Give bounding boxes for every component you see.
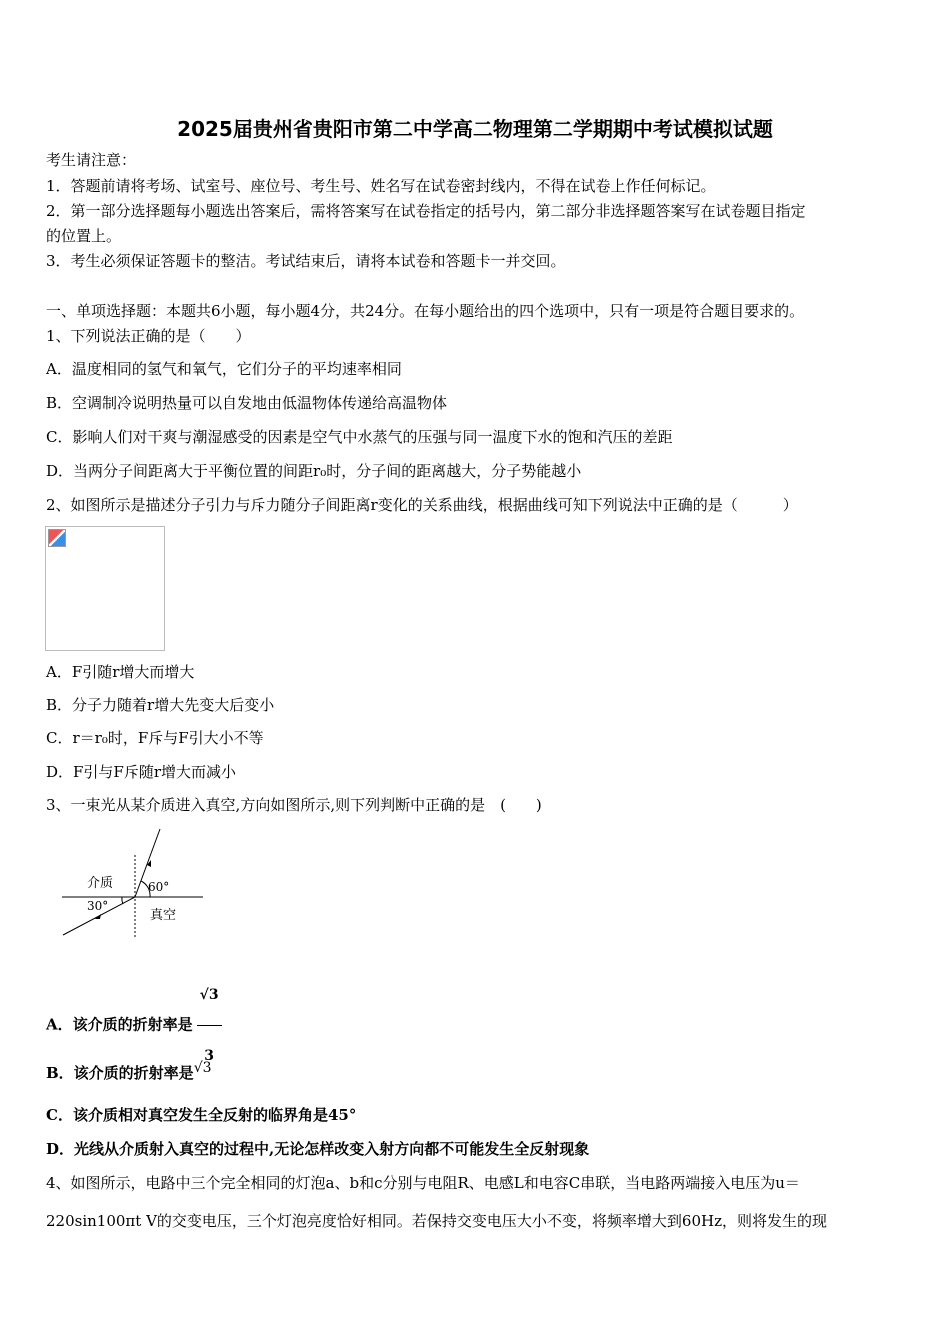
q3-stem: 3、一束光从某介质进入真空,方向如图所示,则下列判断中正确的是 ( ): [46, 796, 542, 814]
q4-line: 4、如图所示，电路中三个完全相同的灯泡a、b和c分别与电阻R、电感L和电容C串联，当电路两端接入电压为u＝: [46, 1174, 800, 1192]
q1-stem: 1、下列说法正确的是（ ）: [46, 327, 251, 345]
q3-option-a: A．该介质的折射率是 $\frac{√3}{3}$: [46, 965, 222, 1086]
vacuum-label: 真空: [150, 908, 177, 923]
notice-item: 2．第一部分选择题每小题选出答案后，需将答案写在试卷指定的括号内，第二部分非选择题答案写在试卷题目指定: [46, 202, 806, 220]
fraction: $\frac{√3}{3}$: [197, 965, 222, 1086]
medium-label: 介质: [87, 876, 114, 891]
section-heading: 一、单项选择题：本题共6小题，每小题4分，共24分。在每小题给出的四个选项中，只有一项是符合题目要求的。: [46, 302, 805, 320]
q1-option-b: B．空调制冷说明热量可以自发地由低温物体传递给高温物体: [46, 394, 448, 412]
q2-option-a: A．F引随r增大而增大: [46, 663, 195, 681]
q3-option-c: C．该介质相对真空发生全反射的临界角是45°: [46, 1106, 357, 1124]
angle-60-label: 60°: [148, 880, 170, 894]
broken-image-icon: [48, 529, 66, 547]
q3-option-d: D．光线从介质射入真空的过程中,无论怎样改变入射方向都不可能发生全反射现象: [46, 1140, 590, 1158]
q3-option-b: B．该介质的折射率是$^{√3}$: [46, 1060, 212, 1082]
q1-option-d: D．当两分子间距离大于平衡位置的间距r₀时，分子间的距离越大，分子势能越小: [46, 462, 582, 480]
q4-line: 220sin100πt V的交变电压，三个灯泡亮度恰好相同。若保持交变电压大小不变，将频率增大到60Hz，则将发生的现: [46, 1212, 827, 1230]
refraction-diagram: [55, 825, 215, 940]
angle-30-label: 30°: [87, 899, 109, 913]
q2-option-b: B．分子力随着r增大先变大后变小: [46, 696, 275, 714]
broken-image-placeholder: [45, 526, 165, 651]
q2-stem: 2、如图所示是描述分子引力与斥力随分子间距离r变化的关系曲线，根据曲线可知下列说法中正确的是（ ）: [46, 496, 798, 514]
notice-item: 3．考生必须保证答题卡的整洁。考试结束后，请将本试卷和答题卡一并交回。: [46, 252, 566, 270]
q2-option-d: D．F引与F斥随r增大而减小: [46, 763, 237, 781]
notice-item: 的位置上。: [46, 227, 122, 245]
q1-option-c: C．影响人们对干爽与潮湿感受的因素是空气中水蒸气的压强与同一温度下水的饱和汽压的差距: [46, 428, 673, 446]
notice-heading: 考生请注意：: [46, 151, 137, 169]
page-title: 2025届贵州省贵阳市第二中学高二物理第二学期期中考试模拟试题: [177, 117, 773, 141]
q2-option-c: C．r＝r₀时，F斥与F引大小不等: [46, 729, 264, 747]
notice-item: 1．答题前请将考场、试室号、座位号、考生号、姓名写在试卷密封线内，不得在试卷上作任何标记。: [46, 177, 716, 195]
q1-option-a: A．温度相同的氢气和氧气，它们分子的平均速率相同: [46, 360, 402, 378]
